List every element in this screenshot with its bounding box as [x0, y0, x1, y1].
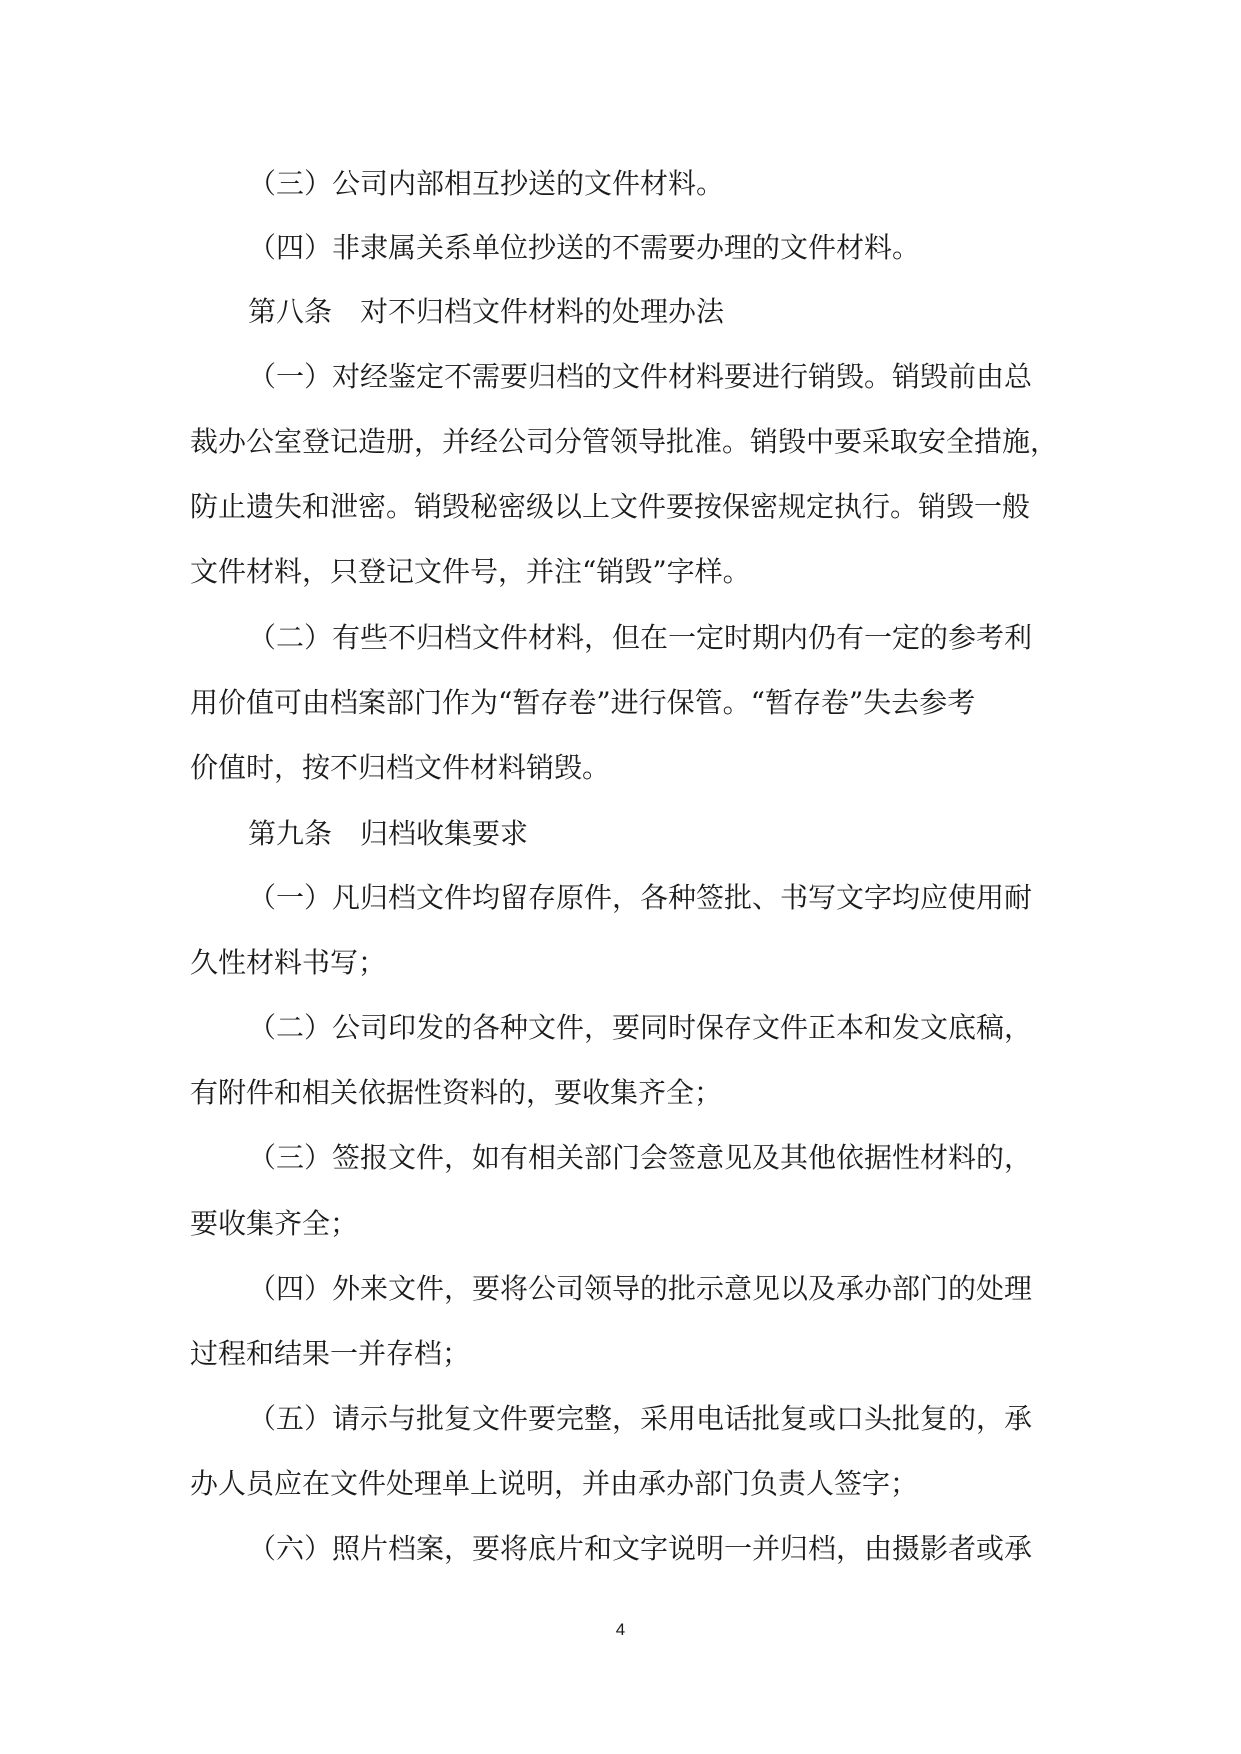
text-line-16: （三）签报文件，如有相关部门会签意见及其他依据性材料的， [248, 1141, 1033, 1174]
text-line-22: （六）照片档案，要将底片和文字说明一并归档，由摄影者或承 [248, 1532, 1033, 1565]
text-line-17: 要收集齐全； [190, 1207, 359, 1240]
text-line-9: 用价值可由档案部门作为“暂存卷”进行保管。“暂存卷”失去参考 [190, 686, 976, 719]
text-line-8: （二）有些不归档文件材料，但在一定时期内仍有一定的参考利 [248, 621, 1033, 654]
text-line-1: （三）公司内部相互抄送的文件材料。 [248, 167, 725, 200]
text-line-10: 价值时，按不归档文件材料销毁。 [190, 751, 611, 784]
text-line-5: 裁办公室登记造册，并经公司分管领导批准。销毁中要采取安全措施， [190, 425, 1059, 458]
text-line-12: （一）凡归档文件均留存原件，各种签批、书写文字均应使用耐 [248, 881, 1033, 914]
text-line-4: （一）对经鉴定不需要归档的文件材料要进行销毁。销毁前由总 [248, 360, 1033, 393]
page-number: 4 [615, 1620, 626, 1639]
text-line-21: 办人员应在文件处理单上说明，并由承办部门负责人签字； [190, 1467, 919, 1500]
text-line-13: 久性材料书写； [190, 946, 387, 979]
text-line-18: （四）外来文件，要将公司领导的批示意见以及承办部门的处理 [248, 1272, 1033, 1305]
text-line-2: （四）非隶属关系单位抄送的不需要办理的文件材料。 [248, 231, 921, 264]
text-line-19: 过程和结果一并存档； [190, 1337, 471, 1370]
text-line-15: 有附件和相关依据性资料的，要收集齐全； [190, 1076, 723, 1109]
text-line-7: 文件材料，只登记文件号，并注“销毁”字样。 [190, 555, 751, 588]
article-9-heading: 第九条 归档收集要求 [248, 817, 529, 850]
text-line-14: （二）公司印发的各种文件，要同时保存文件正本和发文底稿， [248, 1011, 1033, 1044]
text-line-20: （五）请示与批复文件要完整，采用电话批复或口头批复的，承 [248, 1402, 1033, 1435]
article-8-heading: 第八条 对不归档文件材料的处理办法 [248, 295, 725, 328]
text-line-6: 防止遗失和泄密。销毁秘密级以上文件要按保密规定执行。销毁一般 [190, 490, 1031, 523]
